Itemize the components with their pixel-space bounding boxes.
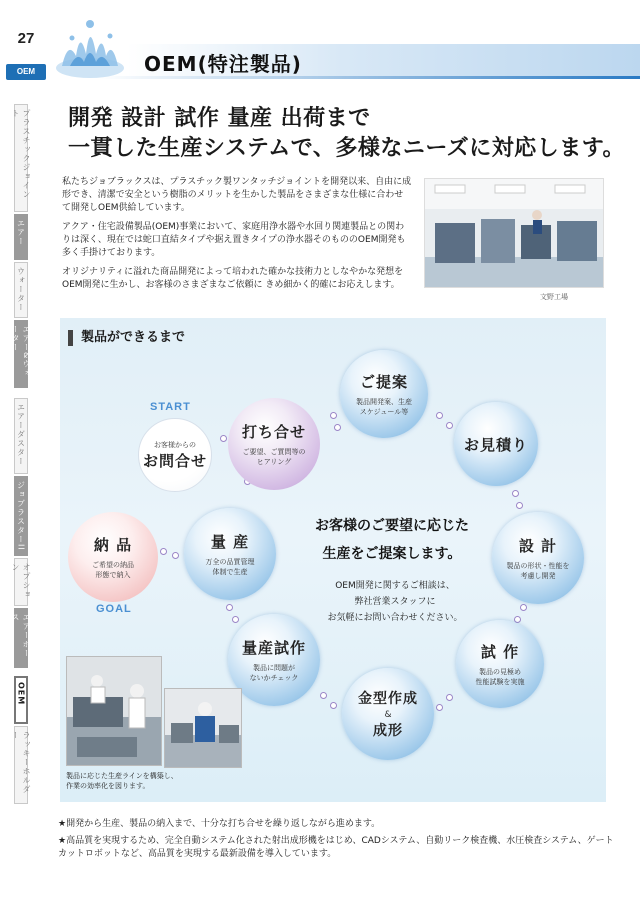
- side-tab-air-hose[interactable]: [11, 608, 31, 668]
- step-estimate: [454, 402, 538, 486]
- production-line-caption: 製品に応じた生産ラインを構築し、 作業の効率化を図ります。: [66, 772, 178, 790]
- step-prototype-title: 試 作: [480, 643, 520, 661]
- lead-line-1: 開発 設計 試作 量産 出荷まで: [68, 106, 371, 131]
- start-label: START: [150, 401, 191, 413]
- intro-paragraph-1: 私たちジョブラックスは、プラスチック製ワンタッチジョイントを開発以来、自由に成形でき、清潔で安全という樹脂のメリットを生かした製品をさまざまな仕様に合わせて開発しOEM供給しています。: [62, 177, 412, 213]
- step-trial-title: 量産試作: [241, 639, 306, 657]
- center-contact-note: OEM開発に関するご相談は、 弊社営業スタッフに お気軽にお問い合わせください。: [327, 581, 463, 623]
- step-inquiry: [138, 418, 212, 492]
- step-design: [492, 512, 584, 604]
- intro-paragraph-3: オリジナリティに溢れた商品開発によって培われた確かな技術力としなやかな発想をOEM開発に生かし、お客様のさまざまなご依頼に きめ細かく的確にお応えします。: [62, 267, 404, 290]
- production-line-photo-2: [164, 688, 242, 768]
- goal-label: GOAL: [96, 603, 132, 615]
- notes-list: [58, 818, 618, 865]
- side-tab-label: ラッキーホルダー: [11, 731, 31, 794]
- page-title: OEM(特注製品): [144, 52, 302, 76]
- lead-line-2: 一貫した生産システムで、多様なニーズに対応します。: [68, 136, 626, 161]
- side-tab-label: OEM: [16, 682, 26, 706]
- center-line-1: お客様のご要望に応じた: [315, 518, 469, 534]
- note-item: ★高品質を実現するため、完全自動システム化された射出成形機をはじめ、CADシステム、自動リーク検査機、水圧検査システム、ゲートカットロボットなど、高品質を実現する最新設備を導入しています。: [58, 836, 614, 859]
- side-tab-lucky-holder[interactable]: [11, 726, 31, 804]
- side-tab-label: オプション: [11, 563, 31, 599]
- side-tab-air[interactable]: [14, 214, 28, 260]
- factory-photo-caption: 文野工場: [540, 293, 568, 301]
- center-message: [282, 512, 502, 568]
- step-mass-title: 量 産: [210, 533, 250, 551]
- side-tab-label: ジョブラスターII: [16, 481, 26, 551]
- page-section-tab: OEM: [6, 64, 46, 80]
- factory-photo: [424, 178, 604, 288]
- step-mold: [342, 668, 434, 760]
- step-delivery-sub: ご希望の納品 形態で納入: [92, 561, 134, 579]
- step-design-sub: 製品の形状・性能を 考慮し開発: [506, 562, 570, 580]
- step-inquiry-title: お問合せ: [142, 451, 207, 470]
- side-tab-label: エアーダスター: [16, 403, 26, 466]
- note-item: ★開発から生産、製品の納入まで、十分な打ち合せを繰り返しながら進めます。: [58, 819, 381, 829]
- side-tab-jobraster[interactable]: [14, 476, 28, 556]
- side-tab-label: ウォーター: [16, 267, 26, 312]
- side-tab-water[interactable]: [14, 262, 28, 318]
- center-line-2: 生産をご提案します。: [322, 546, 462, 562]
- side-tab-label: エアー: [16, 219, 26, 246]
- step-inquiry-sub: お客様からの: [154, 440, 196, 449]
- side-tab-air-water[interactable]: [11, 320, 31, 388]
- production-line-photo-1: [66, 656, 162, 766]
- water-splash-icon: [50, 10, 130, 90]
- step-trial-sub: 製品に問題が ないかチェック: [249, 664, 299, 682]
- step-delivery: [68, 512, 158, 602]
- side-tab-air-duster[interactable]: [14, 398, 28, 474]
- step-mold-amp: &: [384, 710, 392, 720]
- side-tab-label: エアー&ウォーター: [11, 325, 31, 378]
- intro-text: [62, 176, 412, 298]
- side-tab-oem[interactable]: [14, 676, 28, 724]
- intro-paragraph-2: アクア・住宅設備製品(OEM)事業において、家庭用浄水器や水回り関連製品との関わりは深く、現在では蛇口直結タイプや据え置きタイプの浄水器そのもののOEM開発も多く手掛けております。: [62, 222, 406, 258]
- step-proposal: [340, 350, 428, 438]
- step-meeting-title: 打ち合せ: [241, 423, 306, 441]
- page-number: 27: [17, 30, 35, 47]
- step-prototype-sub: 製品の見極め 性能試験を実施: [475, 668, 525, 686]
- step-meeting: [228, 398, 320, 490]
- process-title: 製品ができるまで: [68, 330, 185, 346]
- step-proposal-sub: 製品開発案、生産 スケジュール等: [356, 398, 412, 416]
- step-meeting-sub: ご要望、ご質問等の ヒアリング: [242, 448, 306, 466]
- lead-heading: [68, 104, 625, 164]
- side-tab-option[interactable]: [11, 558, 31, 606]
- side-tab-plastic-joint[interactable]: [11, 104, 31, 212]
- step-mold-title-2: 成形: [373, 723, 403, 739]
- step-mass-sub: 万全の品質管理 体制で生産: [205, 558, 255, 576]
- side-tab-label: エアーホース: [11, 613, 31, 658]
- step-proposal-title: ご提案: [359, 373, 408, 391]
- side-tab-label: プラスチックジョイント: [11, 109, 31, 199]
- step-estimate-title: お見積り: [463, 435, 528, 454]
- step-delivery-title: 納 品: [93, 536, 133, 554]
- step-mass-production: [184, 508, 276, 600]
- step-prototype: [456, 620, 544, 708]
- step-mold-title-1: 金型作成: [358, 691, 418, 707]
- step-design-title: 設 計: [518, 537, 558, 555]
